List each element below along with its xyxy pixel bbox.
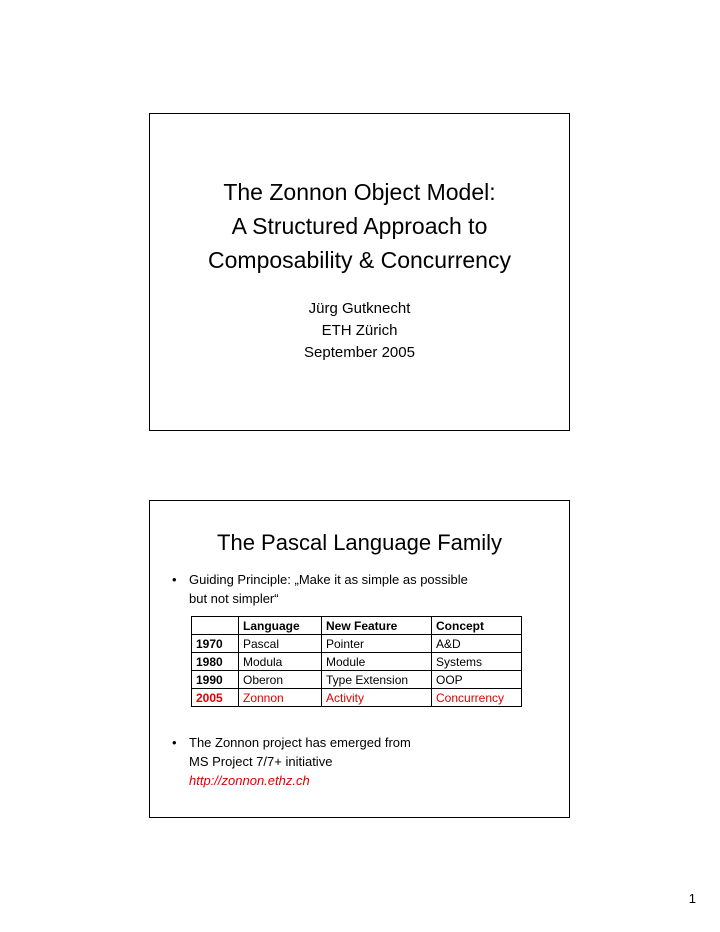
title-line-1: The Zonnon Object Model: [223, 179, 496, 205]
language-cell: Zonnon [239, 689, 322, 707]
bullet-text-line: The Zonnon project has emerged from [189, 735, 411, 750]
year-cell: 1970 [192, 635, 239, 653]
concept-cell: A&D [432, 635, 522, 653]
concept-cell: Concurrency [432, 689, 522, 707]
language-cell: Pascal [239, 635, 322, 653]
language-family-table [191, 616, 522, 707]
year-cell: 1990 [192, 671, 239, 689]
slide-1-title [150, 175, 569, 277]
bullet-text-line: MS Project 7/7+ initiative [189, 754, 333, 769]
slide-2-title: The Pascal Language Family [217, 530, 502, 555]
column-header-concept: Concept [432, 617, 522, 635]
feature-cell: Module [322, 653, 432, 671]
concept-cell: Systems [432, 653, 522, 671]
bullet-icon: • [172, 572, 177, 587]
concept-cell: OOP [432, 671, 522, 689]
zonnon-website-link[interactable]: http://zonnon.ethz.ch [189, 773, 310, 788]
column-header-new-feature: New Feature [322, 617, 432, 635]
feature-cell: Pointer [322, 635, 432, 653]
bullet-guiding-principle [172, 570, 551, 608]
language-cell: Oberon [239, 671, 322, 689]
author-name: Jürg Gutknecht [308, 300, 411, 317]
language-cell: Modula [239, 653, 322, 671]
bullet-icon: • [172, 735, 177, 750]
table-row [192, 635, 522, 653]
feature-cell: Type Extension [322, 671, 432, 689]
author-block [150, 298, 569, 364]
bullet-zonnon-project [172, 733, 551, 790]
year-cell: 2005 [192, 689, 239, 707]
table-row-highlighted [192, 689, 522, 707]
column-header-year [192, 617, 239, 635]
bullet-text-line: Guiding Principle: „Make it as simple as possible [189, 572, 468, 587]
institution: ETH Zürich [321, 322, 398, 339]
presentation-date: September 2005 [304, 344, 415, 361]
title-line-3: Composability & Concurrency [208, 247, 511, 273]
feature-cell: Activity [322, 689, 432, 707]
bullet-text-line: but not simpler“ [189, 591, 279, 606]
table-row [192, 671, 522, 689]
table-header-row [192, 617, 522, 635]
table-row [192, 653, 522, 671]
year-cell: 1980 [192, 653, 239, 671]
slide-2 [149, 500, 570, 818]
column-header-language: Language [239, 617, 322, 635]
page-number: 1 [688, 891, 696, 906]
title-line-2: A Structured Approach to [231, 213, 488, 239]
slide-1 [149, 113, 570, 431]
